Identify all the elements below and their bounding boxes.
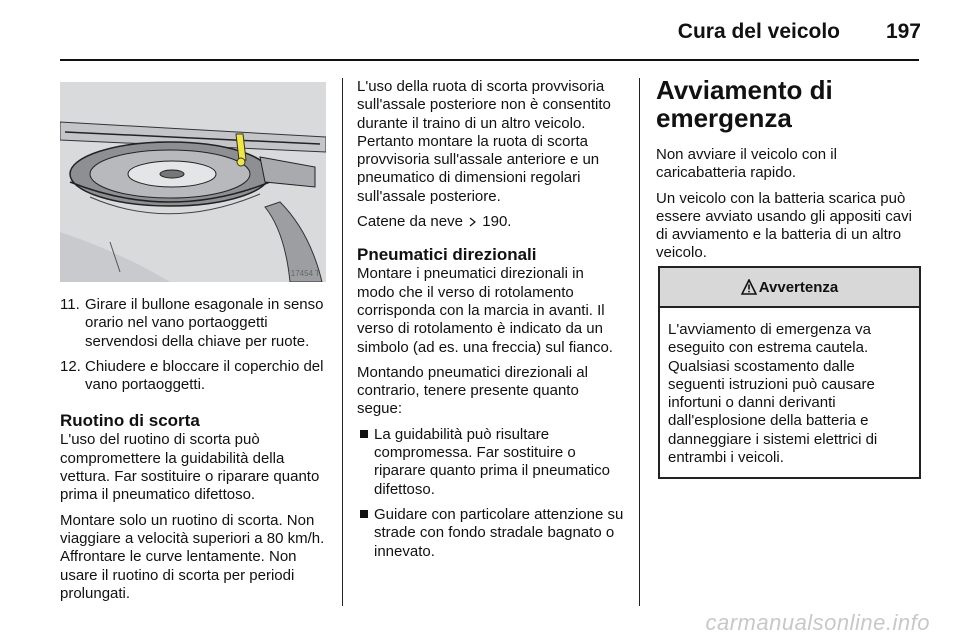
list-item xyxy=(60,296,326,351)
paragraph: Montare solo un ruotino di scorta. Non viaggiare a velocità superiori a 80 km/h. Affrontare le curve lentamente. Non usare il ruotino di scorta per periodi prolungati. xyxy=(60,511,325,602)
warning-header xyxy=(660,268,919,308)
reference-page: 190. xyxy=(482,213,512,231)
page-header xyxy=(0,14,960,54)
warning-triangle-icon xyxy=(741,279,757,295)
page-number: 197 xyxy=(885,20,921,43)
step-text: Chiudere e bloccare il coperchio del vano portaoggetti. xyxy=(85,357,324,394)
step-number: 12. xyxy=(60,357,81,375)
spare-wheel-drawing xyxy=(60,82,326,282)
paragraph: L'uso della ruota di scorta provvisoria sull'assale posteriore non è consentito durante il traino di un altro veicolo. Pertanto montare la ruota di scorta provvisoria sull'assale anteriore e un pneumatico di dimensioni regolari sull'assale posteriore. xyxy=(357,78,611,205)
column-divider-1 xyxy=(342,78,343,606)
column-3 xyxy=(656,76,920,270)
paragraph: Un veicolo con la batteria scarica può essere avviato usando gli appositi cavi di avviamento e la batteria di un altro veicolo. xyxy=(656,189,912,262)
list-item xyxy=(357,506,624,561)
paragraph: Non avviare il veicolo con il caricabatteria rapido. xyxy=(656,146,837,182)
bullet-square-icon xyxy=(360,430,368,438)
paragraph: Montando pneumatici direzionali al contrario, tenere presente quanto segue: xyxy=(357,363,588,418)
figure-number: 17454 T xyxy=(290,269,320,278)
watermark: carmanualsonline.info xyxy=(705,610,930,635)
section-heading: Pneumatici direzionali xyxy=(357,245,537,265)
list-item xyxy=(60,358,326,395)
section-heading: Ruotino di scorta xyxy=(60,411,200,431)
arrow-ref-icon xyxy=(469,214,476,224)
instruction-list xyxy=(60,296,326,394)
step-text: Girare il bullone esagonale in senso orario nel vano portaoggetti servendosi della chiave per ruote. xyxy=(85,296,324,350)
chapter-heading: Avviamento di emergenza xyxy=(656,75,833,133)
header-rule xyxy=(60,59,919,61)
spare-wheel-illustration xyxy=(60,82,326,282)
list-item xyxy=(357,426,624,499)
column-divider-2 xyxy=(639,78,640,606)
step-number: 11. xyxy=(60,296,80,313)
column-2 xyxy=(357,78,624,568)
paragraph: Montare i pneumatici direzionali in modo che il verso di rotolamento corrisponda con la marcia in avanti. Il verso di rotolamento è indicato da un simbolo (ad es. una freccia) sul fianco. xyxy=(357,265,613,356)
bullet-list xyxy=(357,426,624,561)
section-title: Cura del veicolo xyxy=(677,20,840,43)
warning-box xyxy=(658,266,921,479)
bullet-text: La guidabilità può risultare compromessa. Far sostituire o riparare quanto prima il pneumatico difettoso. xyxy=(374,425,610,498)
paragraph: L'uso del ruotino di scorta può compromettere la guidabilità della vettura. Far sostituire o riparare quanto prima il pneumatico difettoso. xyxy=(60,431,320,504)
reference-text: Catene da neve xyxy=(357,213,463,231)
cross-reference xyxy=(357,213,624,231)
warning-text: L'avviamento di emergenza va eseguito con estrema cautela. Qualsiasi scostamento dalle seguenti istruzioni può causare infortuni o danni derivanti dall'esplosione della batteria e danneggiare i sistemi elettrici di entrambi i veicoli. xyxy=(668,321,878,467)
warning-title: Avvertenza xyxy=(758,278,839,296)
bullet-text: Guidare con particolare attenzione su strade con fondo stradale bagnato o innevato. xyxy=(374,505,624,560)
bullet-square-icon xyxy=(360,510,368,518)
column-1 xyxy=(60,296,326,610)
